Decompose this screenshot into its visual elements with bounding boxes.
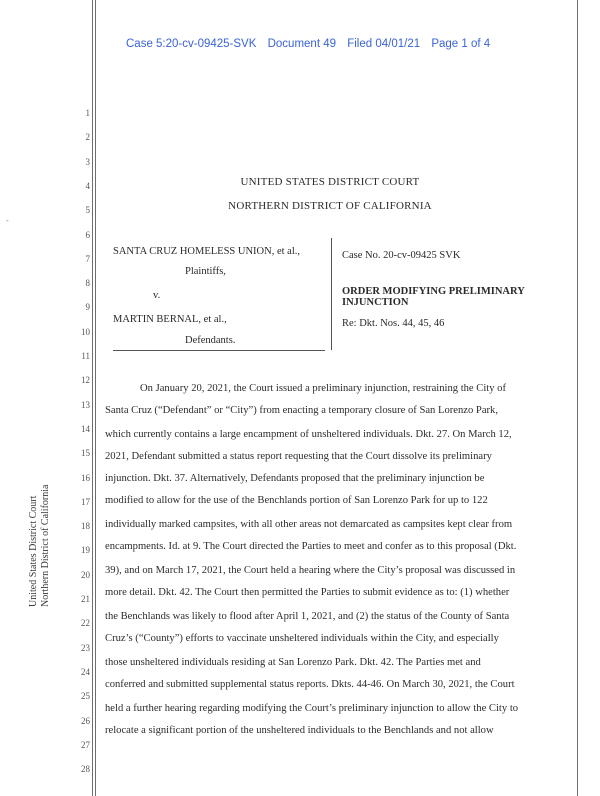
body-line: 2021, Defendant submitted a status report requesting that the Court dissolve its preliminary xyxy=(105,451,492,462)
line-number: 19 xyxy=(81,545,90,556)
docket-reference: Re: Dkt. Nos. 44, 45, 46 xyxy=(342,318,445,329)
order-title-line-1: ORDER MODIFYING PRELIMINARY xyxy=(342,286,525,297)
line-number: 10 xyxy=(81,326,90,337)
line-number: 14 xyxy=(81,423,90,434)
body-line: relocate a significant portion of the unsheltered individuals to the Benchlands and not allow xyxy=(105,725,494,736)
caption-divider xyxy=(331,238,332,350)
court-side-label xyxy=(28,365,68,615)
case-number: Case No. 20-cv-09425 SVK xyxy=(342,250,461,261)
ecf-filed-date: Filed 04/01/21 xyxy=(347,38,421,50)
line-number: 17 xyxy=(81,496,90,507)
line-number: 21 xyxy=(81,594,90,604)
body-line: individually marked campsites, with all other areas not demarcated as campsites kept clear from xyxy=(105,519,513,530)
body-line: 39), and on March 17, 2021, the Court held a hearing where the City’s proposal was discussed in xyxy=(105,565,516,576)
line-number: 6 xyxy=(85,229,90,240)
line-number: 16 xyxy=(81,472,90,483)
caption-plaintiff-role: Plaintiffs, xyxy=(185,266,226,277)
line-number: 15 xyxy=(81,448,90,459)
line-number: 26 xyxy=(81,715,90,726)
side-label-district: Northern District of California xyxy=(40,484,51,607)
line-number: 5 xyxy=(85,205,90,216)
body-line: Cruz’s (“County”) efforts to vaccinate unsheltered individuals within the City, and especially xyxy=(105,633,499,644)
line-number: 24 xyxy=(81,666,90,677)
caption-plaintiff: SANTA CRUZ HOMELESS UNION, et al., xyxy=(113,246,300,257)
line-number: 27 xyxy=(81,739,90,750)
line-number: 12 xyxy=(81,375,90,386)
body-line: held a further hearing regarding modifying the Court’s preliminary injunction to allow the City to xyxy=(105,703,519,714)
line-number: 20 xyxy=(81,569,90,580)
line-number: 8 xyxy=(85,278,90,289)
order-title xyxy=(342,286,525,308)
line-number: 23 xyxy=(81,642,90,653)
line-number: 4 xyxy=(85,180,90,191)
margin-rule-left xyxy=(92,0,93,796)
ecf-header xyxy=(126,38,498,50)
caption-defendant-role: Defendants. xyxy=(185,335,236,346)
court-district: NORTHERN DISTRICT OF CALIFORNIA xyxy=(228,200,432,212)
body-line: encampments. Id. at 9. The Court directed the Parties to meet and confer as to this proposal (Dkt. xyxy=(105,541,517,552)
line-number: 11 xyxy=(81,351,90,361)
line-number: 9 xyxy=(85,302,90,313)
body-line: which currently contains a large encampment of unsheltered individuals. Dkt. 27. On March 12, xyxy=(105,429,512,440)
court-name: UNITED STATES DISTRICT COURT xyxy=(240,176,420,188)
body-line: injunction. Dkt. 37. Alternatively, Defendants proposed that the preliminary injunction be xyxy=(105,473,485,484)
body-line: more detail. Dkt. 42. The Court then permitted the Parties to submit evidence as to: (1) whether xyxy=(105,587,510,598)
caption-versus: v. xyxy=(153,290,161,301)
caption-underline xyxy=(113,350,325,351)
ecf-page-count: Page 1 of 4 xyxy=(431,38,491,50)
body-line: modified to allow for the use of the Benchlands portion of San Lorenzo Park for up to 122 xyxy=(105,495,488,506)
line-number: 3 xyxy=(85,156,90,167)
side-label-court: United States District Court xyxy=(28,495,39,607)
body-line: those unsheltered individuals residing at San Lorenzo Park. Dkt. 42. The Parties met and xyxy=(105,657,481,668)
ecf-case-number: Case 5:20-cv-09425-SVK xyxy=(126,38,257,50)
margin-rule-left-inner xyxy=(95,0,96,796)
order-title-line-2: INJUNCTION xyxy=(342,297,409,308)
body-line: On January 20, 2021, the Court issued a preliminary injunction, restraining the City of xyxy=(140,383,507,394)
margin-rule-right xyxy=(577,0,578,796)
ecf-document-number: Document 49 xyxy=(267,38,337,50)
line-number: 22 xyxy=(81,618,90,629)
body-line: the Benchlands was likely to flood after April 1, 2021, and (2) the status of the County of Santa xyxy=(105,611,510,622)
line-number: 18 xyxy=(81,521,90,532)
line-number: 25 xyxy=(81,691,90,702)
line-number: 1 xyxy=(85,108,90,118)
body-line: conferred and submitted supplemental status reports. Dkts. 44-46. On March 30, 2021, the Court xyxy=(105,679,515,690)
line-number: 13 xyxy=(81,399,90,410)
stray-mark: - xyxy=(6,216,9,225)
line-number: 28 xyxy=(81,764,90,775)
line-number: 2 xyxy=(85,132,90,143)
caption-defendant: MARTIN BERNAL, et al., xyxy=(113,314,227,325)
line-number: 7 xyxy=(85,253,90,264)
body-line: Santa Cruz (“Defendant” or “City”) from enacting a temporary closure of San Lorenzo Park, xyxy=(105,405,498,416)
